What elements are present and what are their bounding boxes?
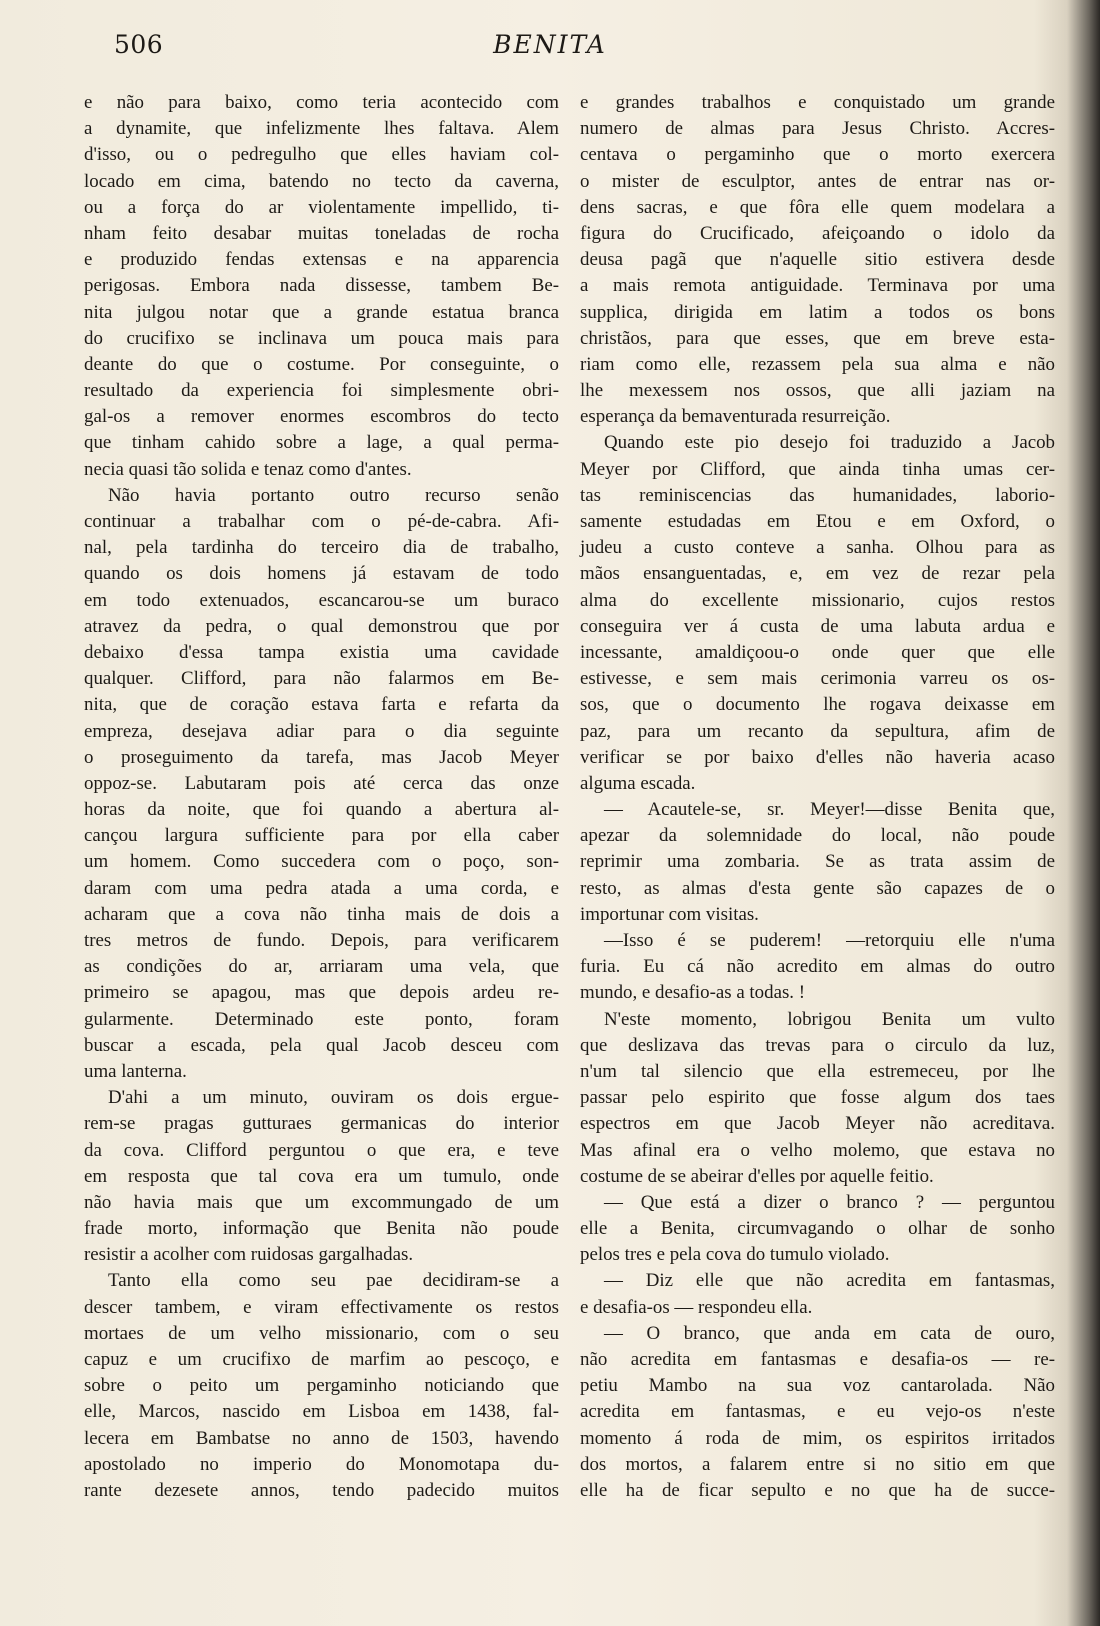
text-line: passar pelo espirito que fosse algum dos taes bbox=[580, 1087, 1055, 1109]
text-line: christãos, para que esses, que em breve esta- bbox=[580, 327, 1055, 349]
text-line: rante dezesete annos, tendo padecido muitos bbox=[84, 1479, 559, 1501]
text-line: apostolado no imperio do Monomotapa du- bbox=[84, 1453, 559, 1475]
text-line: deusa pagã que n'aquelle sitio estivera desde bbox=[580, 249, 1055, 271]
text-line: centava o pergaminho que o morto exercera bbox=[580, 144, 1055, 166]
text-line: que deslizava das trevas para o circulo da luz, bbox=[580, 1034, 1055, 1056]
page-header bbox=[0, 28, 1100, 68]
text-line: paz, para um recanto da sepultura, afim de bbox=[580, 720, 1055, 742]
text-line: da cova. Clifford perguntou o que era, e teve bbox=[84, 1139, 559, 1161]
text-line: e não para baixo, como teria acontecido com bbox=[84, 92, 559, 113]
text-line: locado em cima, batendo no tecto da caverna, bbox=[84, 170, 559, 192]
text-line: nita, que de coração estava farta e refarta da bbox=[84, 694, 559, 716]
text-line: debaixo d'essa tampa existia uma cavidade bbox=[84, 641, 559, 663]
text-line: que tinham cahido sobre a lage, a qual perma- bbox=[84, 432, 559, 454]
text-line: tres metros de fundo. Depois, para verificarem bbox=[84, 930, 559, 951]
text-line: alguma escada. bbox=[580, 772, 696, 794]
text-line: estivesse, e sem mais cerimonia varreu os os- bbox=[580, 668, 1055, 690]
text-line: elle ha de ficar sepulto e no que ha de succe- bbox=[580, 1479, 1055, 1501]
text-line: D'ahi a um minuto, ouviram os dois ergue- bbox=[108, 1087, 559, 1109]
text-line: ou a força do ar violentamente impellido, ti- bbox=[84, 196, 559, 218]
text-line: lhe mexessem nos ossos, que alli jaziam na bbox=[580, 380, 1055, 402]
text-line: capuz e um crucifixo de marfim ao pescoço, e bbox=[84, 1349, 559, 1370]
text-line: atravez da pedra, o qual demonstrou que por bbox=[84, 615, 559, 637]
text-line: não acredita em fantasmas e desafia-os — re- bbox=[580, 1349, 1055, 1370]
text-line: Meyer por Clifford, que ainda tinha umas cer- bbox=[580, 458, 1055, 480]
text-line: uma lanterna. bbox=[84, 1060, 187, 1082]
right-text-column bbox=[580, 90, 1055, 1504]
text-line: resistir a acolher com ruidosas gargalhadas. bbox=[84, 1244, 414, 1266]
text-line: sobre o peito um pergaminho noticiando que bbox=[84, 1375, 559, 1397]
text-line: e desafia-os — respondeu ella. bbox=[580, 1296, 813, 1318]
text-line: esperança da bemaventurada resurreição. bbox=[580, 406, 891, 428]
text-line: supplica, dirigida em latim a todos os bons bbox=[580, 301, 1055, 323]
text-line: a dynamite, que infelizmente lhes faltava. Alem bbox=[84, 118, 559, 140]
text-line: descer tambem, e viram effectivamente os restos bbox=[84, 1296, 559, 1318]
running-title: BENITA bbox=[493, 30, 607, 59]
text-line: riam como elle, rezassem pela sua alma e não bbox=[580, 353, 1055, 375]
text-line: nham feito desabar muitas toneladas de rocha bbox=[84, 222, 559, 244]
text-line: gularmente. Determinado este ponto, foram bbox=[84, 1008, 559, 1030]
text-line: judeu a custo conteve a sanha. Olhou para as bbox=[580, 537, 1055, 559]
text-line: espectros em que Jacob Meyer não acreditava. bbox=[580, 1113, 1055, 1135]
text-line: elle, Marcos, nascido em Lisboa em 1438, fal- bbox=[84, 1401, 559, 1423]
text-line: importunar com visitas. bbox=[580, 903, 759, 925]
text-line: — O branco, que anda em cata de ouro, bbox=[604, 1322, 1055, 1344]
text-line: dens sacras, e que fôra elle quem modelara a bbox=[580, 196, 1055, 218]
text-line: rem-se pragas gutturaes germanicas do interior bbox=[84, 1113, 559, 1135]
text-line: acredita em fantasmas, e eu vejo-os n'este bbox=[580, 1401, 1055, 1423]
text-line: frade morto, informação que Benita não poude bbox=[84, 1218, 559, 1240]
text-line: — Diz elle que não acredita em fantasmas, bbox=[604, 1270, 1055, 1292]
text-line: d'isso, ou o pedregulho que elles haviam col- bbox=[84, 144, 559, 166]
text-line: continuar a trabalhar com o pé-de-cabra. Afi- bbox=[84, 511, 559, 532]
page-number: 506 bbox=[114, 30, 164, 59]
text-line: horas da noite, que foi quando a abertura al- bbox=[84, 799, 559, 821]
text-line: samente estudadas em Etou e em Oxford, o bbox=[580, 511, 1055, 532]
text-line: empreza, desejava adiar para o dia seguinte bbox=[84, 720, 559, 742]
text-line: daram com uma pedra atada a uma corda, e bbox=[84, 877, 559, 899]
text-line: figura do Crucificado, afeiçoando o idolo da bbox=[580, 222, 1055, 244]
text-line: buscar a escada, pela qual Jacob desceu com bbox=[84, 1034, 559, 1056]
text-line: numero de almas para Jesus Christo. Accres- bbox=[580, 118, 1055, 140]
text-line: as condições do ar, arriaram uma vela, que bbox=[84, 956, 559, 978]
text-line: costume de se abeirar d'elles por aquelle feitio. bbox=[580, 1165, 934, 1187]
text-line: incessante, amaldiçoou-o onde quer que elle bbox=[580, 641, 1055, 663]
text-line: elle a Benita, circumvagando o olhar de sonho bbox=[580, 1218, 1055, 1240]
text-line: cançou largura sufficiente para por ella caber bbox=[84, 825, 559, 847]
text-line: nita julgou notar que a grande estatua branca bbox=[84, 301, 559, 323]
text-line: em todo extenuados, escancarou-se um buraco bbox=[84, 589, 559, 611]
text-line: deante do que o costume. Por conseguinte, o bbox=[84, 353, 559, 375]
text-line: — Que está a dizer o branco ? — perguntou bbox=[604, 1191, 1055, 1213]
text-line: lecera em Bambatse no anno de 1503, havendo bbox=[84, 1427, 559, 1449]
text-line: mundo, e desafio-as a todas. ! bbox=[580, 982, 806, 1004]
text-line: primeiro se apagou, mas que depois ardeu re- bbox=[84, 982, 559, 1004]
text-line: perigosas. Embora nada dissesse, tambem Be- bbox=[84, 275, 559, 297]
text-line: quando os dois homens já estavam de todo bbox=[84, 563, 559, 585]
text-line: —Isso é se puderem! —retorquiu elle n'uma bbox=[604, 930, 1055, 951]
text-line: sos, que o documento lhe rogava deixasse em bbox=[580, 694, 1055, 716]
text-line: resto, as almas d'esta gente são capazes de o bbox=[580, 877, 1055, 899]
text-line: qualquer. Clifford, para não falarmos em Be- bbox=[84, 668, 559, 690]
text-line: Mas afinal era o velho molemo, que estava no bbox=[580, 1139, 1055, 1161]
text-line: N'este momento, lobrigou Benita um vulto bbox=[604, 1008, 1055, 1030]
text-line: a mais remota antiguidade. Terminava por uma bbox=[580, 275, 1055, 297]
text-line: dos mortos, a falarem entre si no sitio em que bbox=[580, 1453, 1055, 1475]
text-line: e grandes trabalhos e conquistado um grande bbox=[580, 92, 1055, 113]
text-line: apezar da solemnidade do local, não poude bbox=[580, 825, 1055, 847]
text-line: — Acautele-se, sr. Meyer!—disse Benita que, bbox=[604, 799, 1055, 821]
text-line: alma do excellente missionario, cujos restos bbox=[580, 589, 1055, 611]
text-line: verificar se por baixo d'elles não haveria acaso bbox=[580, 746, 1055, 768]
text-line: Não havia portanto outro recurso senão bbox=[108, 484, 559, 506]
text-line: o mister de esculptor, antes de entrar nas or- bbox=[580, 170, 1055, 192]
text-line: conseguira ver á custa de uma labuta ardua e bbox=[580, 615, 1055, 637]
text-line: n'um tal silencio que ella estremeceu, por lhe bbox=[580, 1060, 1055, 1082]
text-line: pelos tres e pela cova do tumulo violado. bbox=[580, 1244, 890, 1266]
text-line: em resposta que tal cova era um tumulo, onde bbox=[84, 1165, 559, 1187]
text-line: Quando este pio desejo foi traduzido a Jacob bbox=[604, 432, 1055, 454]
text-line: o proseguimento da tarefa, mas Jacob Meyer bbox=[84, 746, 559, 768]
text-line: reprimir uma zombaria. Se as trata assim de bbox=[580, 851, 1055, 873]
text-line: oppoz-se. Labutaram pois até cerca das onze bbox=[84, 772, 559, 794]
left-text-column bbox=[84, 90, 559, 1504]
text-line: um homem. Como succedera com o poço, son- bbox=[84, 851, 559, 873]
text-line: Tanto ella como seu pae decidiram-se a bbox=[108, 1270, 559, 1292]
text-line: furia. Eu cá não acredito em almas do outro bbox=[580, 956, 1055, 978]
text-line: não havia mais que um excommungado de um bbox=[84, 1191, 559, 1213]
text-line: mortaes de um velho missionario, com o seu bbox=[84, 1322, 559, 1344]
text-line: momento á roda de mim, os espiritos irritados bbox=[580, 1427, 1055, 1449]
text-line: e produzido fendas extensas e na apparencia bbox=[84, 249, 559, 271]
text-line: mãos ensanguentadas, e, em vez de rezar pela bbox=[580, 563, 1055, 585]
text-line: petiu Mambo na sua voz cantarolada. Não bbox=[580, 1375, 1055, 1397]
text-line: nal, pela tardinha do terceiro dia de trabalho, bbox=[84, 537, 559, 559]
text-line: do crucifixo se inclinava um pouca mais para bbox=[84, 327, 559, 349]
text-line: gal-os a remover enormes escombros do tecto bbox=[84, 406, 559, 428]
text-line: necia quasi tão solida e tenaz como d'antes. bbox=[84, 458, 412, 480]
text-line: tas reminiscencias das humanidades, laborio- bbox=[580, 484, 1055, 506]
text-line: acharam que a cova não tinha mais de dois a bbox=[84, 903, 559, 925]
text-line: resultado da experiencia foi simplesmente obri- bbox=[84, 380, 559, 402]
